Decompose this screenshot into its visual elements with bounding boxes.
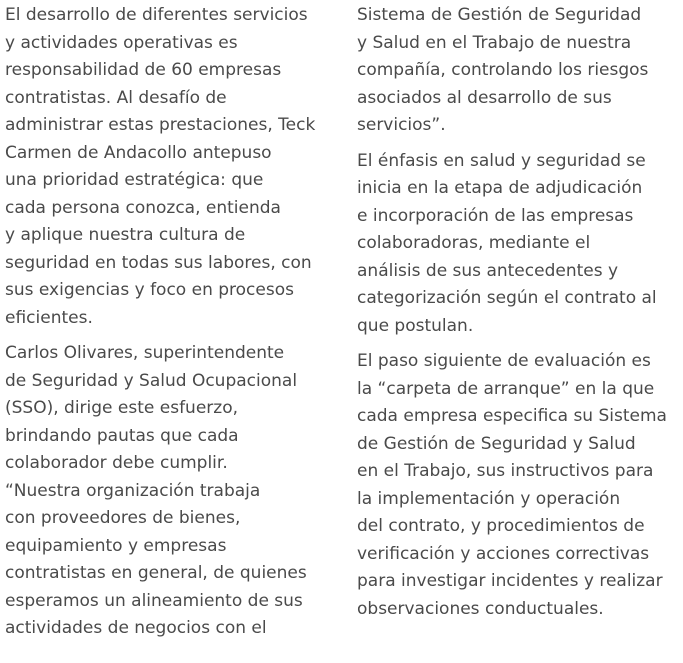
- text-line: análisis de sus antecedentes y: [357, 260, 619, 281]
- paragraph: [357, 348, 667, 623]
- text-line: en el Trabajo, sus instructivos para: [357, 461, 654, 481]
- text-line: verificación y acciones correctivas: [357, 543, 650, 564]
- text-line: sus exigencias y foco en procesos: [5, 280, 294, 300]
- paragraph: [357, 148, 667, 341]
- text-line: colaborador debe cumplir.: [5, 453, 228, 473]
- text-line: de Seguridad y Salud Ocupacional: [5, 370, 298, 391]
- text-line: contratistas. Al desafío de: [5, 87, 227, 108]
- text-line: “Nuestra organización trabaja: [5, 480, 261, 501]
- right-column: [357, 2, 667, 623]
- text-line: cada empresa especifica su Sistema: [357, 406, 667, 426]
- text-line: e incorporación de las empresas: [357, 205, 634, 226]
- paragraph: [5, 2, 315, 332]
- text-line: para investigar incidentes y realizar: [357, 571, 663, 591]
- text-line: El énfasis en salud y seguridad se: [357, 150, 646, 171]
- text-line: la implementación y operación: [357, 488, 621, 509]
- text-line: equipamiento y empresas: [5, 535, 227, 556]
- text-line: Sistema de Gestión de Seguridad: [357, 5, 642, 25]
- text-line: y Salud en el Trabajo de nuestra: [357, 32, 632, 53]
- text-line: contratistas en general, de quienes: [5, 563, 307, 583]
- text-line: y actividades operativas es: [5, 32, 238, 53]
- text-line: servicios”.: [357, 115, 446, 135]
- text-line: observaciones conductuales.: [357, 598, 604, 619]
- text-line: con proveedores de bienes,: [5, 508, 241, 528]
- text-line: una prioridad estratégica: que: [5, 170, 264, 190]
- text-line: inicia en la etapa de adjudicación: [357, 178, 643, 198]
- paragraph: [357, 2, 667, 140]
- text-line: de Gestión de Seguridad y Salud: [357, 433, 636, 454]
- text-line: El desarrollo de diferentes servicios: [5, 5, 308, 25]
- text-line: (SSO), dirige este esfuerzo,: [5, 398, 239, 418]
- text-line: que postulan.: [357, 315, 474, 336]
- text-line: El paso siguiente de evaluación es: [357, 351, 651, 371]
- text-line: esperamos un alineamiento de sus: [5, 590, 303, 611]
- left-column: [5, 2, 315, 643]
- text-line: y aplique nuestra cultura de: [5, 225, 246, 245]
- text-line: actividades de negocios con el: [5, 618, 267, 638]
- text-line: asociados al desarrollo de sus: [357, 87, 612, 108]
- text-line: del contrato, y procedimientos de: [357, 516, 645, 536]
- text-line: Carmen de Andacollo antepuso: [5, 142, 272, 163]
- text-line: cada persona conozca, entienda: [5, 197, 281, 218]
- paragraph: [5, 340, 315, 643]
- text-line: seguridad en todas sus labores, con: [5, 252, 312, 273]
- text-line: Carlos Olivares, superintendente: [5, 343, 285, 363]
- text-line: responsabilidad de 60 empresas: [5, 60, 282, 80]
- text-line: colaboradoras, mediante el: [357, 233, 591, 253]
- text-line: la “carpeta de arranque” en la que: [357, 378, 655, 399]
- text-line: categorización según el contrato al: [357, 288, 657, 308]
- text-line: administrar estas prestaciones, Teck: [5, 115, 316, 135]
- text-line: brindando pautas que cada: [5, 425, 239, 446]
- text-line: eficientes.: [5, 307, 93, 328]
- text-line: compañía, controlando los riesgos: [357, 60, 649, 80]
